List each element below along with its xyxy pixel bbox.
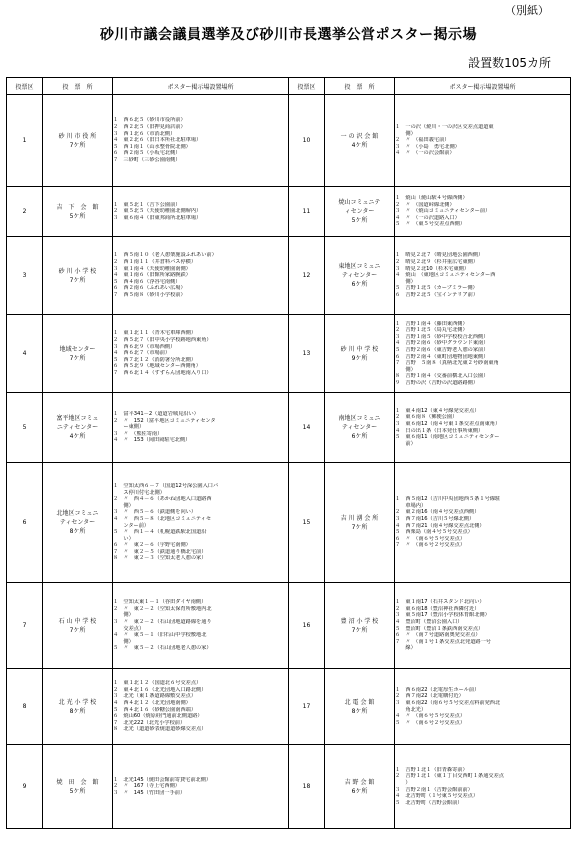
district-number: 6: [7, 463, 43, 583]
table-row: [7, 463, 571, 583]
venue-site-count: 7ケ所: [69, 626, 86, 634]
list-item: ４ 〃 （一の沢会館前）: [395, 150, 455, 157]
list-item: ８ 吉野１南４（交番前横北入口公園）: [395, 373, 489, 380]
polling-venue: [325, 95, 395, 187]
list-item: ２ 〃 167（寺上宅西側）: [113, 783, 180, 790]
venue-site-count: 8ケ所: [69, 707, 86, 715]
venue-name: 石 山 中 学 校: [58, 617, 97, 625]
poster-site-list: [395, 669, 571, 745]
list-item: ２ 〃 152（富平地区コミュニティセンタ ー東側）: [113, 417, 216, 431]
polling-venue: [325, 187, 395, 237]
list-item: ３ 東６南４（旧東邦商所北駐車場）: [113, 214, 202, 221]
poster-site-list: [113, 393, 289, 463]
list-item: ４ 日の出１条（日本発仕事所東側）: [395, 427, 484, 434]
venue-name: 北 光 小 学 校: [58, 698, 97, 706]
list-item: ８ 〃 東２－３（空知太老人憩の家）: [113, 555, 207, 562]
column-header-venue: 投 票 所: [43, 78, 113, 95]
poster-site-table: [6, 77, 571, 829]
venue-site-count: 7ケ所: [69, 276, 86, 284]
list-item: ７ 吉野 ５南８（真柄北光東２号砂南東角 側）: [395, 360, 499, 373]
list-item: ４ 西６北７（市場前）: [113, 350, 171, 357]
list-item: ２ 東４北１６（北光団地入口路北側）: [113, 686, 207, 693]
venue-name: 焼山コミュニテ ィセンター: [338, 199, 381, 215]
venue-name: 南地区コミュニ ティセンター: [338, 415, 381, 431]
venue-name: 富平地区コミュ ニティセンター: [56, 415, 99, 431]
table-header-row: [7, 78, 571, 95]
district-number: 2: [7, 187, 43, 237]
district-number: 11: [289, 187, 325, 237]
poster-site-list: [113, 187, 289, 237]
venue-site-count: 5ケ所: [69, 787, 86, 795]
list-item: ４ 西４北１２（北光団地南側）: [113, 699, 191, 706]
table-row: [7, 187, 571, 237]
list-item: ３ 〃 （小島 勇宅北側）: [395, 143, 460, 150]
list-item: ４ 西７南21（南４号線交差点北側）: [395, 522, 485, 529]
list-item: ４ 〃 153（岡田岡駐宅北側）: [113, 437, 191, 444]
venue-site-count: 8ケ所: [351, 707, 368, 715]
column-header-district: 投票区: [7, 78, 43, 95]
list-item: ２ 東６南８（郵便公園）: [395, 414, 458, 421]
list-item: １ 西６南22（北電厚生ホール前）: [395, 686, 480, 693]
list-item: ５ 北吉野町（吉野会館前）: [395, 799, 463, 806]
list-item: １ 東１南17（石井スタンド北向い）: [395, 599, 485, 606]
polling-venue: [43, 463, 113, 583]
list-item: １ 空知太東１－１（谷田ダイヤ南側）: [113, 599, 207, 606]
polling-venue: [43, 187, 113, 237]
venue-name: 砂 川 市 役 所: [58, 132, 97, 140]
poster-site-list: [113, 237, 289, 315]
polling-venue: [43, 745, 113, 829]
list-item: ７ 〃 （南１号１条交差点北発道路一号 線）: [395, 638, 491, 652]
list-item: ５ 吉野２南６（東吉野老人憩の家前）: [395, 346, 489, 353]
list-item: ４ 〃 西５－８（北地区コミュニティセ ンター前）: [113, 515, 212, 529]
document-header: [0, 0, 577, 74]
list-item: ７ 〃 東２－５（鉄道通り橋北宅前）: [113, 548, 207, 555]
list-item: ５ 西栗島（南４号５号交差点）: [395, 529, 473, 536]
list-item: ５ 吉野１北５（カーブミラー側）: [395, 285, 478, 292]
poster-site-list: [113, 669, 289, 745]
polling-venue: [43, 583, 113, 669]
venue-site-count: 5ケ所: [69, 212, 86, 220]
district-number: 8: [7, 669, 43, 745]
list-item: ８ 北光（道道砂表焼道道砂線交差点）: [113, 726, 207, 733]
table-row: [7, 583, 571, 669]
list-item: ３ 吉野１南５（砂中学校校合北西側）: [395, 333, 489, 340]
list-item: １ 東１北１２（国道北６号交差点）: [113, 680, 202, 687]
list-item: ２ 〃 東２－２（空知太保育所敷地内北 側）: [113, 605, 212, 619]
list-item: ４ 〃 （南６号５号交差点）: [395, 713, 466, 720]
table-row: [7, 745, 571, 829]
district-number: 17: [289, 669, 325, 745]
list-item: １ 空知太西６－７（国道12号深公園入口バ ス停川付宅北側）: [113, 482, 219, 496]
list-item: ４ 東１南６（旧館所家路腕鉄）: [113, 272, 191, 279]
appendix-label: （別紙）: [505, 4, 549, 17]
poster-site-list: [395, 745, 571, 829]
list-item: ３ 東１南４（天使幼稚園南側）: [113, 265, 191, 272]
poster-site-list: [395, 393, 571, 463]
list-item: １ 焼山（焼山駅４号線西側）: [395, 195, 468, 202]
district-number: 7: [7, 583, 43, 669]
list-item: ３ 〃 東２－２（石山団地道路線を通り 交差点）: [113, 618, 212, 632]
list-item: ６ 吉野２北５（宝インテリア前）: [395, 291, 479, 298]
district-number: 12: [289, 237, 325, 315]
column-header-sites: ポスター掲示場設置場所: [395, 78, 571, 95]
table-row: [7, 95, 571, 187]
list-item: ２ 西５北７（旧中央小学校跡地西東角）: [113, 337, 212, 344]
venue-site-count: 4ケ所: [69, 433, 86, 440]
district-number: 4: [7, 315, 43, 393]
venue-site-count: 7ケ所: [351, 626, 368, 634]
polling-venue: [43, 237, 113, 315]
list-item: ３ 西１北６（市消北側）: [113, 130, 176, 137]
list-item: ３ 西７南16（吉川５号線北側）: [395, 515, 475, 522]
list-item: ４ 〃 東５－１（旧石山中学校敷地北 側）: [113, 632, 207, 645]
list-item: ７ 三砂町（三砂公園南側）: [113, 156, 181, 163]
list-item: ７ 〃 （南６号２号交差点）: [395, 542, 466, 549]
list-item: ６ 西５北９（地域センター西側角）: [113, 363, 201, 370]
list-item: ４ 豊沼町（豊沼公園入口）: [395, 618, 463, 625]
list-item: ３ 〃 西５－６（鉄道側を向い）: [113, 509, 197, 516]
table-row: [7, 669, 571, 745]
poster-site-list: [113, 745, 289, 829]
list-item: ７ 西６北１４（すずらん団地南入り口）: [113, 369, 212, 376]
poster-site-list: [113, 95, 289, 187]
venue-name: 北地区コミュニ ティセンター: [56, 510, 99, 526]
venue-name: 吉 川 湧 会 所: [340, 514, 379, 522]
list-item: １ 西５南１０（老人憩楽施設ふれあい前）: [113, 252, 217, 259]
venue-name: 東地区コミュニ ティセンター: [338, 263, 381, 279]
list-item: ３ 晴見２北10（杉木宅東側）: [395, 265, 470, 272]
list-item: ２ 東２南16（南４号交差点西側）: [395, 509, 480, 516]
polling-venue: [43, 315, 113, 393]
list-item: ３ 吉野２南１（吉野会館前前）: [395, 786, 473, 793]
venue-site-count: 6ケ所: [351, 281, 368, 288]
list-item: ３ 〃 （熊佐寄南）: [113, 430, 163, 437]
list-item: ６ 焼山60（焼原経門通前北側道路）: [113, 713, 203, 720]
list-item: ３ 東６南22（南６号５号交差点料前発西北 角北光）: [395, 699, 501, 713]
list-item: １ 北光145（焼田会館前寄貸宅前北側）: [113, 776, 212, 783]
polling-venue: [325, 583, 395, 669]
list-item: ５ 〃 西１－４（札幌道鉄駅北国道沿 い）: [113, 529, 207, 542]
list-item: １ 吉野１南４（藤田東西側）: [395, 320, 468, 327]
venue-name: 吉 野 会 館: [344, 778, 375, 786]
list-item: ２ 西７南22（北電購付近）: [395, 693, 464, 700]
list-item: ３ 西６北９（市場西側）: [113, 343, 176, 350]
list-item: １ 西５南12（吉川中央団地西５条１号線駐 車場内）: [395, 496, 501, 509]
poster-site-list: [395, 463, 571, 583]
list-item: ９ 吉野の沢（吉野の沢道路路側）: [395, 379, 479, 386]
list-item: ７ 北光222（北光小学校前）: [113, 719, 186, 726]
polling-venue: [43, 669, 113, 745]
polling-venue: [325, 669, 395, 745]
polling-venue: [325, 463, 395, 583]
list-item: １ 晴見２北７（晴見団地公園西側）: [395, 252, 484, 259]
list-item: ２ 東６南18（豊沼神社西隣付近）: [395, 605, 480, 612]
column-header-sites: ポスター掲示場設置場所: [113, 78, 289, 95]
venue-site-count: 5ケ所: [351, 217, 368, 224]
venue-name: 一 の 沢 会 館: [340, 132, 379, 140]
poster-site-list: [395, 315, 571, 393]
list-item: ２ 東５北５（天使幼稚園北側塀内）: [113, 208, 202, 215]
list-item: １ 東５北１（吉下公園前）: [113, 201, 181, 208]
list-item: ２ 西２北５（旧押見商店前）: [113, 124, 186, 131]
list-item: ７ 西５南８（砂川小学校前）: [113, 291, 186, 298]
list-item: ２ 西１南１１（井倉料バス停横）: [113, 259, 197, 266]
venue-site-count: 6ケ所: [351, 787, 368, 795]
district-number: 16: [289, 583, 325, 669]
district-number: 5: [7, 393, 43, 463]
poster-site-list: [395, 237, 571, 315]
venue-name: 焼 田 会 館: [56, 778, 99, 786]
list-item: ５ 〃 （東５号交差点西側）: [395, 221, 466, 228]
district-number: 15: [289, 463, 325, 583]
column-header-district: 投票区: [289, 78, 325, 95]
site-count: 設置数105カ所: [468, 56, 551, 70]
list-item: １ 東４南12（東４号線発交差点）: [395, 407, 480, 414]
table-row: [7, 393, 571, 463]
polling-venue: [43, 393, 113, 463]
venue-site-count: 4ケ所: [351, 141, 368, 149]
list-item: ５ 東６南11（南地区コミュニティセンター 前）: [395, 434, 500, 447]
list-item: ４ 吉野２南６（砂中グラウンド東南）: [395, 340, 489, 347]
list-item: １ 東１北１１（青木宅車庫西側）: [113, 330, 197, 337]
venue-site-count: 9ケ所: [351, 354, 368, 362]
venue-site-count: 8ケ所: [69, 528, 86, 535]
list-item: ６ 吉野２南４（東町団地物団地東側）: [395, 353, 489, 360]
column-header-venue: 投 票 所: [325, 78, 395, 95]
list-item: ６ 〃 （南７号道路南奥発交差点）: [395, 632, 481, 639]
district-number: 13: [289, 315, 325, 393]
list-item: ５ 〃 （南６号２号交差点）: [395, 719, 466, 726]
venue-name: 砂 川 小 学 校: [58, 267, 97, 275]
venue-name: 北 電 会 館: [344, 698, 375, 706]
list-item: ５ 西７北１２（消防署分所北側）: [113, 356, 197, 363]
venue-name: 砂 川 中 学 校: [340, 345, 379, 353]
list-item: ５ 西４南６（浮谷宅南側）: [113, 278, 181, 285]
venue-name: 地域センター: [59, 345, 96, 353]
district-number: 3: [7, 237, 43, 315]
district-number: 1: [7, 95, 43, 187]
list-item: ３ 〃 （焼山コミュニティセンター前）: [395, 208, 491, 215]
poster-site-list: [395, 583, 571, 669]
list-item: ２ 〃 （国道峠線北側）: [395, 201, 455, 208]
district-number: 14: [289, 393, 325, 463]
list-item: ２ 〃 西４－６（あかね団地入口道路西 側）: [113, 496, 212, 509]
list-item: １ 一の沢（焼川・一の沢区交差点道道東 側）: [395, 124, 494, 137]
venue-site-count: 7ケ所: [69, 354, 86, 362]
list-item: ５ 豊沼町（豊沼１条鉄西南交差点）: [395, 625, 484, 632]
list-item: ６ 〃 東２－６（宇野宅南側）: [113, 542, 191, 549]
venue-site-count: 7ケ所: [351, 523, 368, 531]
poster-site-list: [113, 583, 289, 669]
list-item: ６ 西２南５（小坂宅北側）: [113, 150, 181, 157]
list-item: ６ 西２南６（ふれあい広場）: [113, 285, 186, 292]
district-number: 9: [7, 745, 43, 829]
list-item: １ 吉野１北１（旧青森寄前）: [395, 766, 468, 773]
poster-site-list: [113, 315, 289, 393]
list-item: ２ 吉野１北５（鳥丸宅北側）: [395, 327, 468, 334]
venue-name: 吉 下 会 館: [56, 203, 99, 211]
list-item: ４ 東２北６（旧日本所社北駐車場）: [113, 137, 202, 144]
polling-venue: [325, 393, 395, 463]
list-item: ３ 北光（東１条道路線敷交差点）: [113, 693, 197, 700]
polling-venue: [325, 745, 395, 829]
poster-site-list: [395, 95, 571, 187]
poster-site-list: [395, 187, 571, 237]
list-item: ２ 晴見２北９（杉井重広宅東側）: [395, 259, 479, 266]
list-item: ４ 北吉野町（１号東５号交差点）: [395, 793, 479, 800]
list-item: ４ 〃 （一の沢道路入口）: [395, 214, 460, 221]
list-item: ２ 〃 （福田義宅前）: [395, 137, 450, 144]
list-item: １ 西６北５（砂川市役所前）: [113, 117, 186, 124]
list-item: ５ 西４北１６（砂糖公園南西端）: [113, 706, 197, 713]
venue-site-count: 6ケ所: [351, 433, 368, 440]
table-row: [7, 237, 571, 315]
list-item: ２ 吉野１北１（東１丁目交西町１条通交差点 ）: [395, 773, 504, 786]
list-item: ４ 焼山 （東地区コミュニティセンター西 側）: [395, 272, 496, 285]
district-number: 18: [289, 745, 325, 829]
district-number: 10: [289, 95, 325, 187]
table-row: [7, 315, 571, 393]
list-item: ６ 〃 （南６号５号交差点）: [395, 535, 466, 542]
poster-site-list: [113, 463, 289, 583]
page-title: 砂川市議会議員選挙及び砂川市長選挙公営ポスター掲示場: [100, 27, 477, 43]
list-item: ３ 〃 145（竹田団一手前）: [113, 789, 186, 796]
polling-venue: [325, 315, 395, 393]
polling-venue: [325, 237, 395, 315]
list-item: ５ 〃 東５－２（石山団地老人憩の家）: [113, 645, 212, 652]
list-item: ５ 西１南１（山水整骨院北側）: [113, 143, 191, 150]
polling-venue: [43, 95, 113, 187]
list-item: ３ 東５南17（豊沼小学校体育館北側）: [395, 612, 490, 619]
venue-name: 豊 沼 小 学 校: [340, 617, 379, 625]
venue-site-count: 7ケ所: [69, 141, 86, 149]
list-item: １ 富平341－2（道道岩城見沿い）: [113, 411, 199, 418]
list-item: ３ 東６南12（南４号東１条交差点南東角）: [395, 420, 501, 427]
